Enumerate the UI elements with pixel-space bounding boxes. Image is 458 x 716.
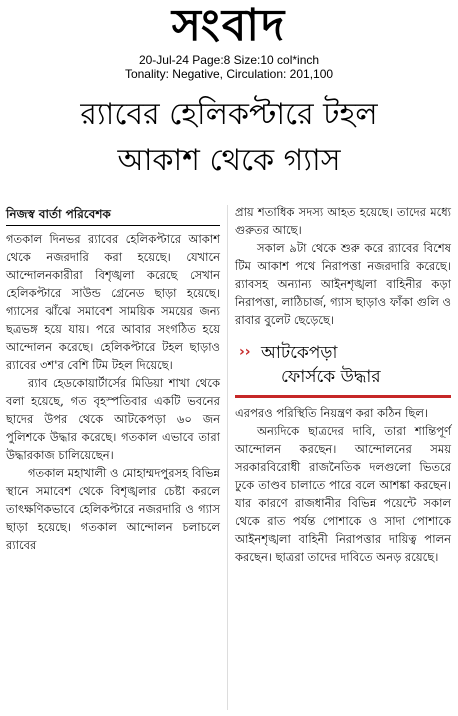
article-left-column — [6, 205, 220, 554]
masthead-title: সংবাদ — [171, 0, 287, 51]
double-chevron-icon: ›› — [239, 344, 251, 360]
headline-line-2: আকাশ থেকে গ্যাস — [117, 143, 341, 178]
meta-tonality: Tonality: Negative, Circulation: 201,100 — [124, 67, 334, 81]
paragraph: গতকাল মহাখালী ও মোহাম্মদপুরসহ বিভিন্ন স্থানে সমাবেশ থেকে বিশৃঙ্খলার চেষ্টা করলে তাৎক্ষণিকভাবে হেলিকপ্টারে নজরদারি ও গ্যাস ছাড়া হয়েছে। গতকাল আন্দোলন চলাচলে র‍্যাবের — [6, 466, 220, 552]
meta-page-info: 20-Jul-24 Page:8 Size:10 col*inch — [138, 53, 320, 67]
headline-line-1: র‍্যাবের হেলিকপ্টারে টহল — [80, 97, 378, 132]
article-headline — [0, 92, 458, 184]
clipping-meta — [0, 53, 458, 81]
paragraph: সকাল ৯টা থেকে শুরু করে র‍্যাবের বিশেষ টিম আকাশ পথে নিরাপত্তা নজরদারি করেছে। র‍্যাবসহ অন্যান্য আইনশৃঙ্খলা বাহিনীর কড়া নিরাপত্তা, লাঠিচার্জ, গ্যাস ছাড়াও ফাঁকা গুলি ও রাবার বুলেট ছেড়েছে। — [235, 241, 451, 327]
paragraph: গতকাল দিনভর র‍্যাবের হেলিকপ্টারে আকাশ থেকে নজরদারি করা হয়েছে। যেখানে আন্দোলনকারীরা বিশৃঙ্খলা করেছে সেখান হেলিকপ্টারে সাউন্ড গ্রেনেড ছাড়া হয়েছে। গ্যাসের ঝাঁঝে সমাবেশ সাময়িক সময়ের জন্য ছত্রভঙ্গ হয়ে যায়। পরে আবার সংগঠিত হয়ে আন্দোলন করেছে। হেলিকপ্টারে টহল ছাড়াও র‍্যাবের ৩শ'র বেশি টিম টহল দিয়েছে। — [6, 232, 220, 372]
article-right-column — [235, 203, 451, 566]
paragraph: এরপরও পরিস্থিতি নিয়ন্ত্রণ করা কঠিন ছিল। — [235, 406, 429, 420]
paragraph: প্রায় শতাধিক সদস্য আহত হয়েছে। তাদের মধ্যে গুরুতর আছে। — [235, 205, 451, 237]
paragraph: র‍্যাব হেডকোয়ার্টার্সের মিডিয়া শাখা থেকে বলা হয়েছে, গত বৃহস্পতিবার একটি ভবনের ছাদের উপর থেকে আটকেপড়া ৬০ জন পুলিশকে উদ্ধার করেছে। গতকাল এভাবে তারা উদ্ধারকাজ চালিয়েছেন। — [6, 376, 220, 462]
byline: নিজস্ব বার্তা পরিবেশক — [6, 205, 220, 226]
column-divider — [227, 205, 228, 710]
subheading-line-2: ফোর্সকে উদ্ধার — [281, 367, 381, 387]
subheading — [235, 341, 451, 398]
newspaper-masthead — [0, 0, 458, 52]
subheading-line-1: আটকেপড়া — [261, 343, 338, 363]
paragraph: অন্যদিকে ছাত্রদের দাবি, তারা শান্তিপূর্ণ আন্দোলন করছেন। আন্দোলনের সময় সরকারবিরোধী রাজনৈতিক দলগুলো ভিতরে ঢুকে তাণ্ডব চালাতে পারে বলে আশঙ্কা করছেন। যার কারণে রাজধানীর বিভিন্ন পয়েন্টে সকাল থেকে রাত পর্যন্ত পোশাকে ও সাদা পোশাকে আইনশৃঙ্খলা বাহিনী নিরাপত্তার দায়িত্ব পালন করছেন। ছাত্ররা তাদের দাবিতে অনড় রয়েছে। — [235, 424, 451, 564]
